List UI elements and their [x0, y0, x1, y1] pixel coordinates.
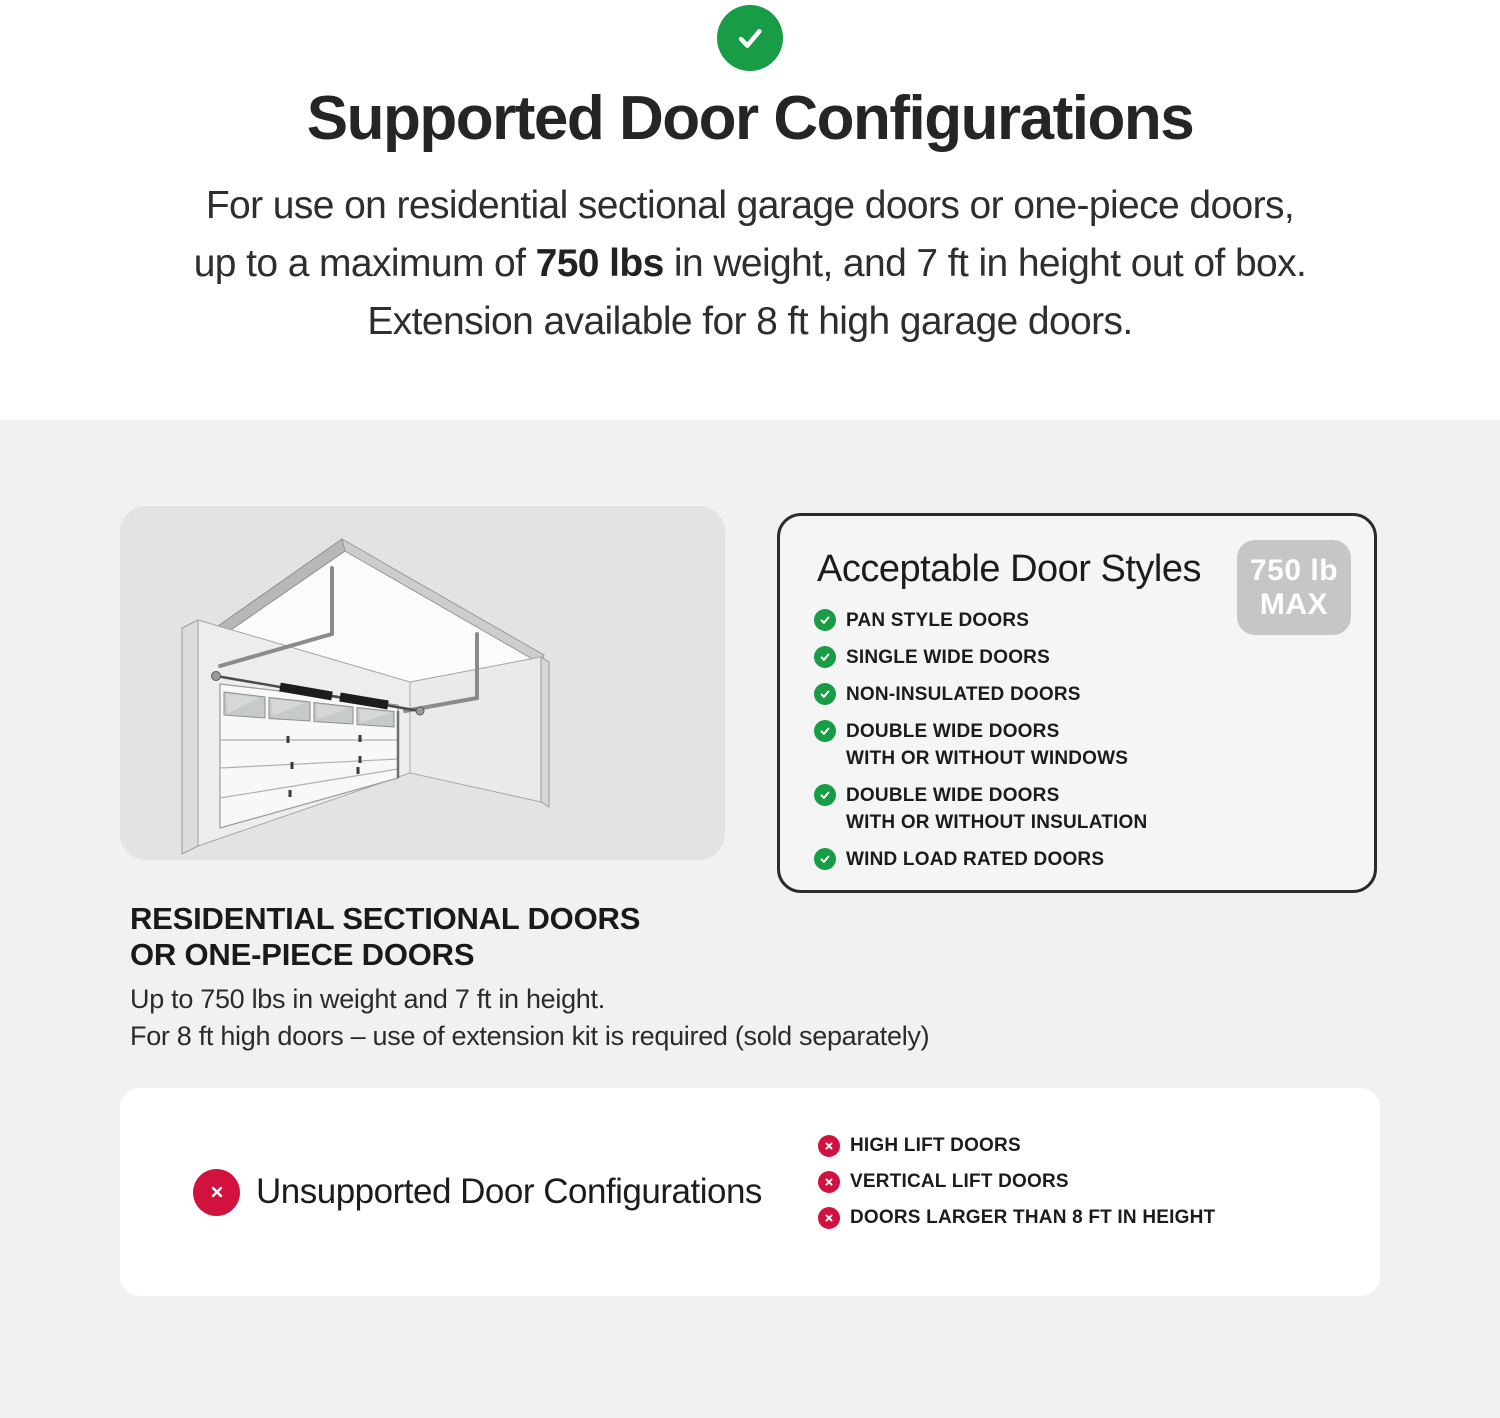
- check-icon: [814, 683, 836, 705]
- list-item-label: WIND LOAD RATED DOORS: [846, 849, 1105, 870]
- detail-line-1: Up to 750 lbs in weight and 7 ft in height.: [130, 984, 605, 1014]
- intro-line-3: Extension available for 8 ft high garage doors.: [367, 300, 1133, 343]
- acceptable-list: [814, 609, 1350, 885]
- x-icon: [818, 1207, 840, 1229]
- supported-details: [130, 981, 1090, 1055]
- intro-paragraph: [0, 177, 1500, 351]
- acceptable-door-styles-panel: [777, 513, 1377, 893]
- list-item-label: DOUBLE WIDE DOORS WITH OR WITHOUT WINDOWS: [846, 721, 1129, 769]
- list-item: [818, 1170, 1215, 1193]
- caption-line-1: RESIDENTIAL SECTIONAL DOORS: [130, 901, 641, 936]
- list-item: [818, 1134, 1215, 1157]
- x-icon: [193, 1169, 240, 1216]
- intro-line-1: For use on residential sectional garage doors or one-piece doors,: [205, 184, 1295, 227]
- list-item-label: SINGLE WIDE DOORS: [846, 647, 1050, 668]
- list-item-label: HIGH LIFT DOORS: [850, 1135, 1021, 1156]
- list-item: [814, 720, 1350, 770]
- illustration-caption: [130, 901, 770, 973]
- check-icon: [814, 609, 836, 631]
- caption-line-2: OR ONE-PIECE DOORS: [130, 937, 475, 972]
- garage-illustration: [120, 506, 725, 860]
- unsupported-panel: [120, 1088, 1380, 1296]
- panel-title: Acceptable Door Styles: [817, 548, 1201, 590]
- list-item-label: DOUBLE WIDE DOORS WITH OR WITHOUT INSULATION: [846, 785, 1148, 833]
- list-item: [814, 848, 1350, 871]
- list-item-label: VERTICAL LIFT DOORS: [850, 1171, 1069, 1192]
- list-item: [814, 683, 1350, 706]
- check-icon: [814, 784, 836, 806]
- check-icon: [814, 646, 836, 668]
- unsupported-header: [193, 1088, 762, 1296]
- badge-max: MAX: [1259, 587, 1329, 621]
- intro-line-2: up to a maximum of 750 lbs in weight, and 7 ft in height out of box.: [193, 242, 1307, 285]
- list-item: [814, 646, 1350, 669]
- list-item-label: NON-INSULATED DOORS: [846, 684, 1081, 705]
- list-item: [814, 609, 1350, 632]
- detail-line-2: For 8 ft high doors – use of extension kit is required (sold separately): [130, 1021, 930, 1051]
- unsupported-list: [818, 1134, 1215, 1242]
- check-icon: [717, 5, 783, 71]
- page-title: Supported Door Configurations: [306, 84, 1194, 153]
- list-item-label: DOORS LARGER THAN 8 FT IN HEIGHT: [850, 1207, 1216, 1228]
- garage-illustration-card: [120, 506, 725, 860]
- check-icon: [814, 848, 836, 870]
- list-item-subline: WITH OR WITHOUT WINDOWS: [846, 748, 1129, 769]
- list-item: [818, 1206, 1215, 1229]
- list-item: [814, 784, 1350, 834]
- intro-weight-bold: 750 lbs: [535, 242, 664, 285]
- checkmark-glyph: [730, 18, 770, 58]
- list-item-label: PAN STYLE DOORS: [846, 610, 1030, 631]
- badge-weight: 750 lb: [1249, 553, 1339, 587]
- list-item-subline: WITH OR WITHOUT INSULATION: [846, 812, 1148, 833]
- x-icon: [818, 1135, 840, 1157]
- x-icon: [818, 1171, 840, 1193]
- check-icon: [814, 720, 836, 742]
- unsupported-title: Unsupported Door Configurations: [256, 1172, 762, 1211]
